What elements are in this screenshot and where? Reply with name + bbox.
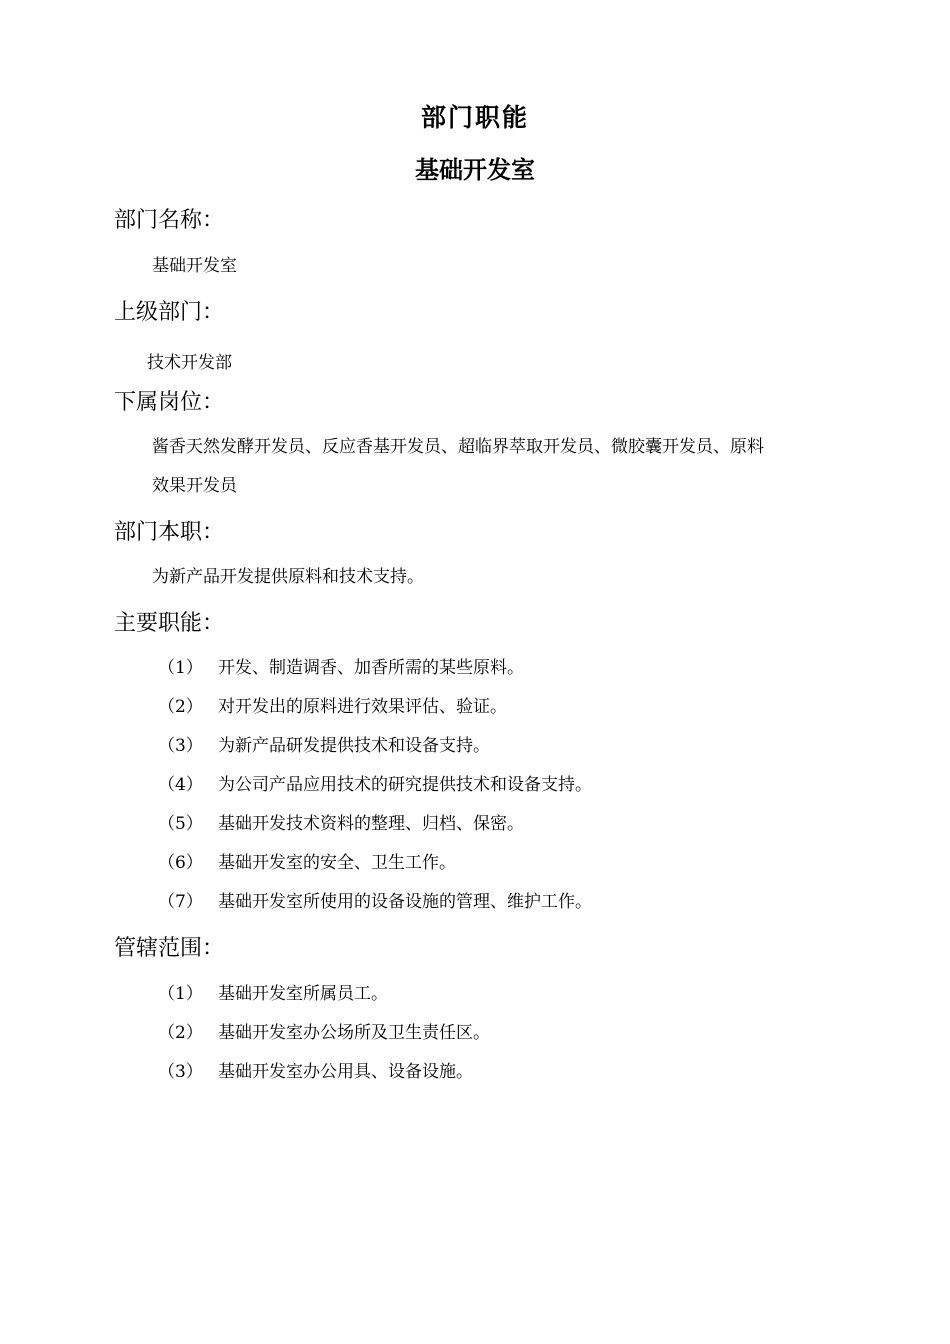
- list-item: [158, 810, 524, 838]
- list-item-number: （4）: [158, 775, 203, 795]
- list-item-number: （5）: [158, 814, 203, 834]
- scope-heading: 管辖范围：: [114, 936, 225, 961]
- list-item: [158, 732, 490, 760]
- dept-name-heading: 部门名称：: [114, 208, 225, 233]
- functions-heading: 主要职能：: [114, 611, 225, 636]
- list-item: [158, 980, 388, 1008]
- list-item-number: （2）: [158, 1023, 203, 1043]
- list-item-text: 为新产品研发提供技术和设备支持。: [218, 736, 490, 756]
- list-item: [158, 888, 592, 916]
- duty-heading: 部门本职：: [114, 520, 225, 545]
- list-item-number: （2）: [158, 697, 203, 717]
- list-item: [158, 1019, 490, 1047]
- document-subtitle: 基础开发室: [415, 156, 535, 184]
- list-item-text: 基础开发室的安全、卫生工作。: [218, 853, 456, 873]
- positions-line-1: 酱香天然发酵开发员、反应香基开发员、超临界萃取开发员、微胶囊开发员、原料: [152, 437, 764, 457]
- list-item-number: （6）: [158, 853, 203, 873]
- list-item-text: 为公司产品应用技术的研究提供技术和设备支持。: [218, 775, 592, 795]
- list-item-text: 基础开发室所属员工。: [218, 984, 388, 1004]
- list-item: [158, 1058, 473, 1086]
- list-item: [158, 849, 456, 877]
- list-item: [158, 771, 592, 799]
- document-title: 部门职能: [420, 103, 529, 132]
- dept-name-value: 基础开发室: [152, 256, 237, 276]
- duty-value: 为新产品开发提供原料和技术支持。: [152, 567, 424, 587]
- list-item-number: （1）: [158, 984, 203, 1004]
- list-item-text: 基础开发室办公用具、设备设施。: [218, 1062, 473, 1082]
- list-item: [158, 654, 524, 682]
- positions-line-2: 效果开发员: [152, 476, 237, 496]
- positions-heading: 下属岗位：: [114, 390, 225, 415]
- list-item-text: 基础开发技术资料的整理、归档、保密。: [218, 814, 524, 834]
- list-item-text: 对开发出的原料进行效果评估、验证。: [218, 697, 507, 717]
- parent-dept-value: 技术开发部: [147, 353, 232, 373]
- list-item-number: （7）: [158, 892, 203, 912]
- list-item: [158, 693, 507, 721]
- list-item-text: 开发、制造调香、加香所需的某些原料。: [218, 658, 524, 678]
- list-item-number: （3）: [158, 736, 203, 756]
- list-item-text: 基础开发室办公场所及卫生责任区。: [218, 1023, 490, 1043]
- parent-dept-heading: 上级部门：: [114, 300, 225, 325]
- list-item-text: 基础开发室所使用的设备设施的管理、维护工作。: [218, 892, 592, 912]
- list-item-number: （3）: [158, 1062, 203, 1082]
- list-item-number: （1）: [158, 658, 203, 678]
